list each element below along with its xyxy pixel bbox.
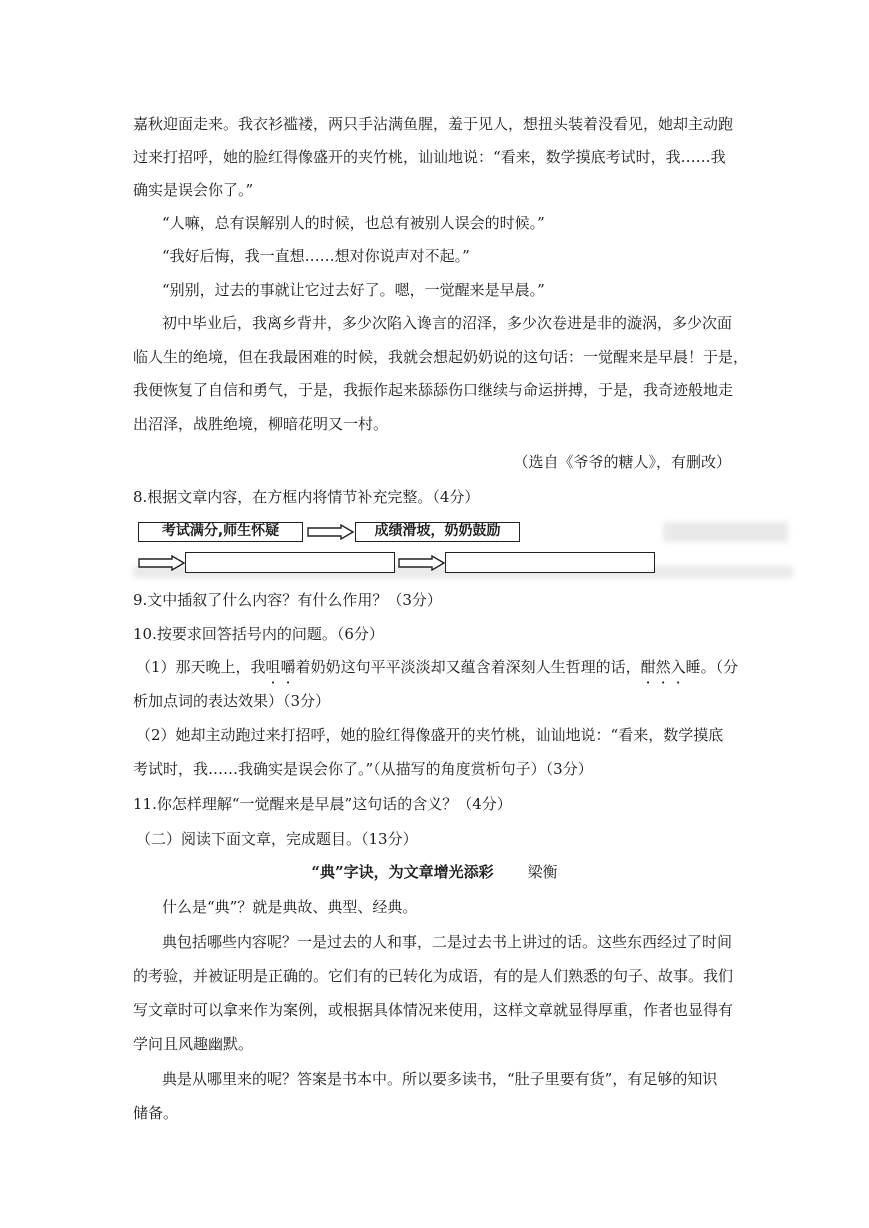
question-10-1 — [136, 657, 738, 677]
dialogue-line: “我好后悔，我一直想……想对你说声对不起。” — [162, 247, 470, 265]
article-title-row — [0, 862, 869, 882]
flow-box-2: 成绩滑坡，奶奶鼓励 — [355, 522, 520, 542]
article-line: 学问且风趣幽默。 — [133, 1035, 254, 1053]
passage-line: 出沼泽，战胜绝境，柳暗花明又一村。 — [133, 415, 389, 433]
question-11: 11.你怎样理解“一觉醒来是早晨”这句话的含义？（4分） — [133, 795, 512, 813]
passage-line: 临人生的绝境，但在我最困难的时候，我就会想起奶奶说的这句话：一觉醒来是早晨！于是， — [133, 348, 749, 366]
passage-line: 嘉秋迎面走来。我衣衫褴褛，两只手沾满鱼腥，羞于见人，想扭头装着没看见，她却主动跑 — [133, 115, 734, 133]
q10-1-text-c: 睡。（分 — [685, 658, 739, 676]
flow-arrow-2 — [138, 555, 186, 571]
question-10: 10.按要求回答括号内的问题。（6分） — [133, 625, 384, 643]
passage-line: 确实是误会你了。” — [133, 181, 254, 199]
question-10-2-cont: 考试时，我……我确实是误会你了。”（从描写的角度赏析句子）（3分） — [133, 760, 593, 778]
flow-box-3[interactable] — [185, 552, 395, 573]
article-author: 梁衡 — [527, 863, 558, 881]
article-line: 典是从哪里来的呢？答案是书本中。所以要多读书，“肚子里要有货”，有足够的知识 — [162, 1070, 718, 1088]
question-10-1-cont: 析加点词的表达效果）（3分） — [133, 692, 331, 710]
section-heading: （二）阅读下面文章，完成题目。（13分） — [136, 830, 418, 848]
dotted-word-1: 咀嚼 — [265, 658, 296, 676]
question-8: 8.根据文章内容，在方框内将情节补充完整。（4分） — [133, 488, 480, 506]
flow-box-1: 考试满分,师生怀疑 — [138, 522, 303, 542]
article-line: 什么是“典”？就是典故、典型、经典。 — [162, 898, 418, 916]
question-9: 9.文中插叙了什么内容？有什么作用？（3分） — [133, 591, 442, 609]
flow-box-4[interactable] — [445, 552, 655, 573]
plot-flowchart — [133, 520, 793, 582]
source-citation: （选自《爷爷的糖人》，有删改） — [513, 453, 731, 471]
flow-arrow-1 — [307, 524, 355, 540]
q10-1-text-a: （1）那天晚上，我 — [136, 658, 266, 676]
q10-1-text-b: 着奶奶这句平平淡淡却又蕴含着深刻人生哲理的话， — [295, 658, 641, 676]
article-title: “典”字诀，为文章增光添彩 — [311, 863, 494, 881]
question-10-2: （2）她却主动跑过来打招呼，她的脸红得像盛开的夹竹桃，讪讪地说：“看来，数学摸底 — [136, 726, 724, 744]
article-line: 储备。 — [133, 1104, 179, 1122]
dialogue-line: “别别，过去的事就让它过去好了。嗯，一觉醒来是早晨。” — [162, 281, 545, 299]
dotted-word-2: 酣然入 — [640, 658, 686, 676]
article-line: 典包括哪些内容呢？一是过去的人和事，二是过去书上讲过的话。这些东西经过了时间 — [162, 933, 733, 951]
dialogue-line: “人嘛，总有误解别人的时候，也总有被别人误会的时候。” — [162, 214, 545, 232]
passage-line: 过来打招呼，她的脸红得像盛开的夹竹桃，讪讪地说：“看来，数学摸底考试时，我……我 — [133, 148, 726, 166]
flow-arrow-3 — [398, 555, 446, 571]
passage-line: 我便恢复了自信和勇气，于是，我振作起来舔舔伤口继续与命运拼搏，于是，我奇迹般地走 — [133, 381, 734, 399]
article-line: 写文章时可以拿来作为案例，或根据具体情况来使用，这样文章就显得厚重，作者也显得有 — [133, 1001, 734, 1019]
passage-line: 初中毕业后，我离乡背井，多少次陷入谗言的沼泽，多少次卷进是非的漩涡，多少次面 — [162, 314, 733, 332]
article-line: 的考验，并被证明是正确的。它们有的已转化为成语，有的是人们熟悉的句子、故事。我们 — [133, 967, 734, 985]
